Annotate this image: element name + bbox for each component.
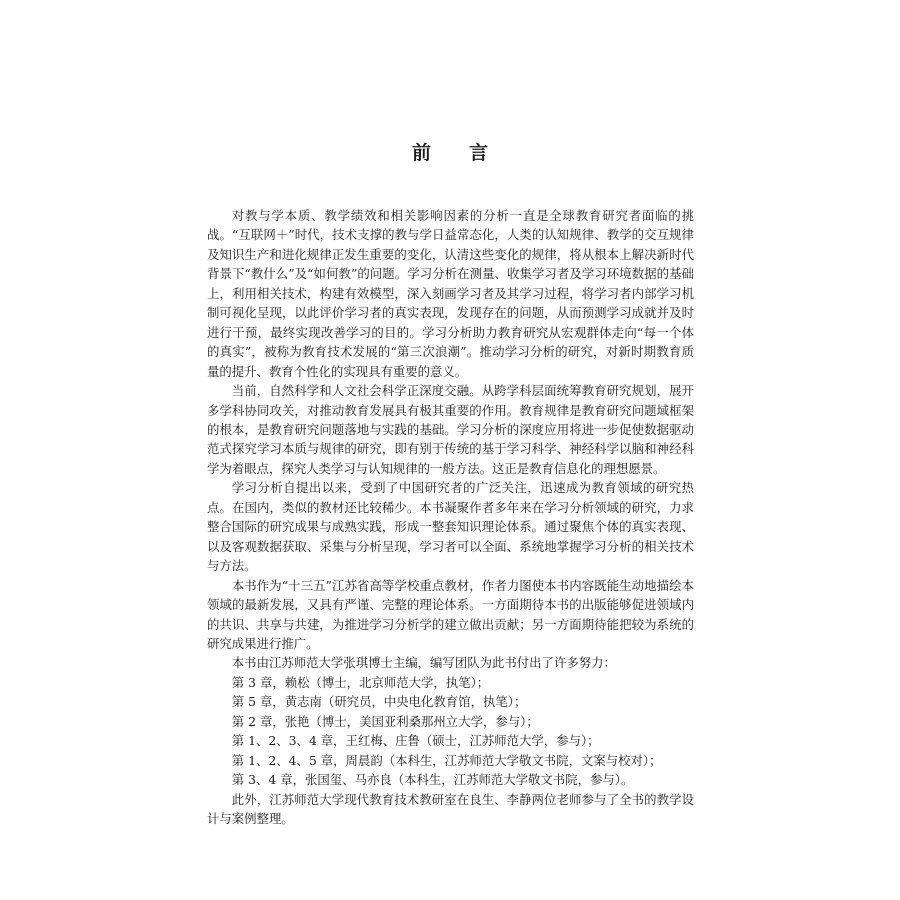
contributor-line: 第 1、2、3、4 章，王红梅、庄鲁（硕士，江苏师范大学，参与）； [231, 733, 600, 749]
contributor-line: 第 3、4 章，张国玺、马亦良（本科生，江苏师范大学敬文书院，参与）。 [231, 772, 634, 788]
page-title: 前言 [411, 142, 526, 164]
contributor-line: 第 3 章，赖松（博士，北京师范大学，执笔）； [231, 674, 490, 690]
paragraph-2: 当前，自然科学和人文社会科学正深度交融。从跨学科层面统筹教育研究规划，展开多学科协同攻关，对推动教育发展具有极其重要的作用。教育规律是教育研究问题域框架的根本，是教育研究问题落地与实践的基础。学习分析的深度应用将进一步促使数据驱动范式探究学习本质与规律的研究，即有别于传统的基于学习科学、神经科学以脑和神经科学为着眼点，探究人类学习与认知规律的一般方法。这正是教育信息化的理想愿景。 [207, 383, 694, 476]
paragraph-5: 本书由江苏师范大学张琪博士主编，编写团队为此书付出了许多努力： [231, 655, 616, 671]
contributor-line: 第 5 章，黄志南（研究员，中央电化教育馆，执笔）； [231, 694, 527, 710]
contributor-line: 第 2 章，张艳（博士，美国亚利桑那州立大学，参与）； [231, 713, 539, 729]
paragraph-3: 学习分析自提出以来，受到了中国研究者的广泛关注，迅速成为教育领域的研究热点。在国内，类似的教材还比较稀少。本书凝聚作者多年来在学习分析领域的研究，力求整合国际的研究成果与成熟实践，形成一整套知识理论体系。通过聚焦个体的真实表现、以及客观数据获取、采集与分析呈现，学习者可以全面、系统地掌握学习分析的相关技术与方法。 [207, 480, 694, 574]
preface-body [207, 206, 694, 829]
paragraph-4: 本书作为“十三五”江苏省高等学校重点教材，作者力图使本书内容既能生动地描绘本领域的最新发展，又具有严谨、完整的理论体系。一方面期待本书的出版能够促进领域内的共识、共享与共建，为推进学习分析学的建立做出贡献；另一方面期待能把较为系统的研究成果进行推广。 [207, 577, 694, 651]
contributor-line: 第 1、2、4、5 章，周晨韵（本科生，江苏师范大学敬文书院，文案与校对）； [231, 752, 662, 768]
closing-paragraph: 此外，江苏师范大学现代教育技术教研室在良生、李静两位老师参与了全书的教学设计与案例整理。 [207, 791, 694, 827]
contributor-list [207, 673, 694, 790]
paragraph-1: 对教与学本质、教学绩效和相关影响因素的分析一直是全球教育研究者面临的挑战。“互联网＋”时代，技术支撑的教与学日益常态化，人类的认知规律、教学的交互规律及知识生产和进化规律正发生重要的变化，认清这些变化的规律，将从根本上解决新时代背景下“教什么”及“如何教”的问题。学习分析在测量、收集学习者及学习环境数据的基础上，利用相关技术，构建有效模型，深入刻画学习者及其学习过程，将学习者内部学习机制可视化呈现，以此评价学习者的真实表现，发现存在的问题，从而预测学习成就并及时进行干预，最终实现改善学习的目的。学习分析助力教育研究从宏观群体走向“每一个体的真实”，被称为教育技术发展的“第三次浪潮”。推动学习分析的研究，对新时期教育质量的提升、教育个性化的实现具有重要的意义。 [207, 208, 694, 379]
